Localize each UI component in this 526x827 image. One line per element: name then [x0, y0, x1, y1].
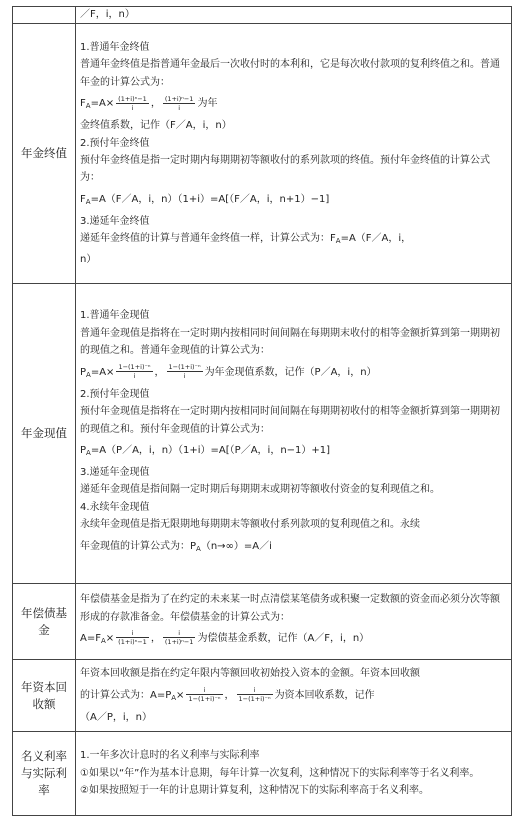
sf-frac2-den: (1+i)ⁿ−1 [164, 638, 194, 647]
fv-deferred-c: n） [80, 253, 97, 265]
fv-due-body: =A（F／A，i，n）（1+i）=A[（F／A，i，n+1）−1] [90, 193, 330, 205]
fv-sep: ， [150, 98, 161, 110]
fv-deferred-title: 3.递延年金终值 [80, 215, 150, 227]
table-row-annuity-fv [13, 24, 512, 284]
fv-due-title: 2.预付年金终值 [80, 137, 150, 149]
pv-sep: ， [154, 366, 165, 378]
pv-ordinary-title: 1.普通年金现值 [80, 310, 150, 322]
sf-formula-tail: 为偿债基金系数，记作（A／F，i，n） [197, 632, 370, 644]
finance-formula-table [12, 6, 512, 816]
fv-due-symbol: F [80, 193, 86, 205]
sinking-fund-label: 年偿债基金 [13, 584, 76, 660]
pv-due-desc: 预付年金现值是指将在一定时期内按相同时间间隔在每期期初收付的相等金额折算到第一期期初的现值之和。预付年金现值的计算公式为： [80, 406, 500, 435]
cr-fraction [186, 686, 222, 703]
pv-formula-tail: 为年金现值系数，记作（P／A，i，n） [204, 366, 377, 378]
pv-perpetuity-desc: 永续年金现值是指无限期地每期期末等额收付系列款项的复利现值之和。永续 [80, 519, 420, 531]
cr-desc-eq: × [176, 689, 185, 701]
sf-desc: 年偿债基金是指为了在约定的未来某一时点清偿某笔债务或积聚一定数额的资金而必须分次等额形成的存款准备金。年偿债基金的计算公式为： [80, 594, 500, 623]
fv-formula-eq: =A× [90, 98, 115, 110]
fv-frac-den: i [131, 103, 134, 112]
sf-formula-eq: × [105, 632, 115, 644]
sf-sep: ， [150, 632, 161, 644]
table-row-top [13, 7, 512, 24]
cr-formula-tail: 为资本回收系数，记作 [274, 689, 375, 701]
pv-due-title: 2.预付年金现值 [80, 388, 150, 400]
fv-due-desc: 预付年金终值是指一定时期内每期期初等额收付的系列款项的终值。预付年金终值的计算公式为： [80, 155, 490, 184]
table-row-sinking-fund [13, 584, 512, 660]
fv-ordinary-formula [80, 91, 507, 117]
pv-perpetuity-title: 4.永续年金现值 [80, 501, 150, 513]
nr-item-1: ①如果以“年”作为基本计息期，每年计算一次复利，这种情况下的实际利率等于名义利率。 [80, 767, 480, 779]
top-row-text: ／F，i，n） [80, 9, 135, 20]
pv-due-formula [80, 438, 507, 464]
fv-formula-sub: A [85, 102, 91, 111]
cr-coef: （A／P，i，n） [80, 711, 152, 723]
fv-deferred-sub: A [335, 237, 341, 246]
cr-fraction-2 [237, 686, 273, 703]
annuity-pv-content [76, 284, 512, 584]
pv-perp-a: 年金现值的计算公式为：P [80, 540, 197, 552]
fv-frac2-den: i [178, 103, 181, 112]
fv-ordinary-desc: 普通年金终值是指普通年金最后一次收付时的本利和，它是每次收付款项的复利终值之和。普通年金的计算公式为： [80, 59, 500, 88]
nr-title: 1.一年多次计息时的名义利率与实际利率 [80, 750, 260, 762]
pv-formula-symbol: P [80, 366, 87, 378]
cr-frac2-den: 1−(1+i)⁻ⁿ [238, 695, 271, 703]
sf-formula-prefix: A=F [80, 632, 101, 644]
pv-due-symbol: P [80, 444, 87, 456]
top-row-content [76, 7, 512, 24]
sf-frac-num: i [116, 629, 149, 638]
sf-fraction-2 [163, 629, 196, 646]
cr-desc-b: 的计算公式为：A=P [80, 689, 172, 701]
pv-formula-eq: =A× [90, 366, 115, 378]
pv-perp-b: （n→∞）=A／i [200, 540, 272, 552]
pv-formula-sub: A [86, 370, 91, 379]
sf-formula [80, 626, 507, 652]
fv-ordinary-title: 1.普通年金终值 [80, 41, 150, 53]
annuity-fv-content [76, 24, 512, 284]
fv-fraction [116, 95, 149, 112]
pv-fraction-2 [167, 363, 203, 380]
empty-label-cell [13, 7, 76, 24]
fv-due-formula [80, 187, 507, 213]
sinking-fund-content [76, 584, 512, 660]
pv-ordinary-formula [80, 360, 507, 386]
pv-fraction [116, 363, 152, 380]
pv-deferred-title: 3.递延年金现值 [80, 466, 150, 478]
cr-sep: ， [224, 689, 235, 701]
annuity-pv-label: 年金现值 [13, 284, 76, 584]
capital-recovery-content [76, 660, 512, 732]
nominal-real-content [76, 732, 512, 816]
pv-frac2-num: 1−(1+i)⁻ⁿ [168, 363, 201, 372]
annuity-fv-label: 年金终值 [13, 24, 76, 284]
sf-frac-den: (1+i)ⁿ−1 [118, 638, 147, 647]
pv-frac2-den: i [183, 372, 186, 381]
nominal-real-label: 名义利率与实际利率 [13, 732, 76, 816]
pv-perp-sub: A [196, 544, 201, 553]
nr-item-2: ②如果按照短于一年的计息期计算复利，这种情况下的实际利率高于名义利率。 [80, 785, 429, 797]
fv-fraction-2 [163, 95, 196, 112]
table-row-annuity-pv [13, 284, 512, 584]
fv-frac-num: (1+i)ⁿ−1 [118, 94, 147, 103]
table-row-nominal-real [13, 732, 512, 816]
fv-deferred-a: 递延年金终值的计算与普通年金终值一样，计算公式为：F [80, 233, 336, 245]
pv-due-sub: A [86, 448, 91, 457]
cr-desc-sub: A [171, 693, 177, 702]
fv-formula-tail: 为年 [197, 98, 218, 110]
pv-frac-den: i [133, 372, 136, 381]
fv-deferred-desc [80, 230, 507, 250]
sf-fraction [116, 629, 149, 646]
cr-formula [80, 683, 507, 709]
fv-formula-symbol: F [80, 98, 86, 110]
cr-frac-den: 1−(1+i)⁻ⁿ [188, 695, 221, 703]
fv-coef: 金终值系数，记作（F／A，i，n） [80, 120, 232, 132]
cr-desc-a: 年资本回收额是指在约定年限内等额回收初始投入资本的金额。年资本回收额 [80, 668, 420, 680]
pv-deferred-desc: 递延年金现值是指间隔一定时期后每期期末或期初等额收付资金的复利现值之和。 [80, 484, 440, 496]
pv-frac-num: 1−(1+i)⁻ⁿ [118, 363, 151, 372]
cr-frac2-num: i [237, 686, 273, 695]
pv-due-body: =A（P／A，i，n）（1+i）=A[（P／A，i，n−1）+1] [90, 444, 331, 456]
pv-perpetuity-formula [80, 534, 507, 560]
fv-due-sub: A [85, 197, 91, 206]
sf-formula-sub: A [100, 636, 106, 645]
sf-frac2-num: i [163, 629, 196, 638]
fv-frac2-num: (1+i)ⁿ−1 [164, 94, 194, 103]
capital-recovery-label: 年资本回收额 [13, 660, 76, 732]
fv-deferred-b: =A（F／A，i， [340, 233, 412, 245]
pv-ordinary-desc: 普通年金现值是指将在一定时期内按相同时间间隔在每期期末收付的相等金额折算到第一期期初的现值之和。普通年金现值的计算公式为： [80, 327, 500, 357]
cr-frac-num: i [186, 686, 222, 695]
table-row-capital-recovery [13, 660, 512, 732]
